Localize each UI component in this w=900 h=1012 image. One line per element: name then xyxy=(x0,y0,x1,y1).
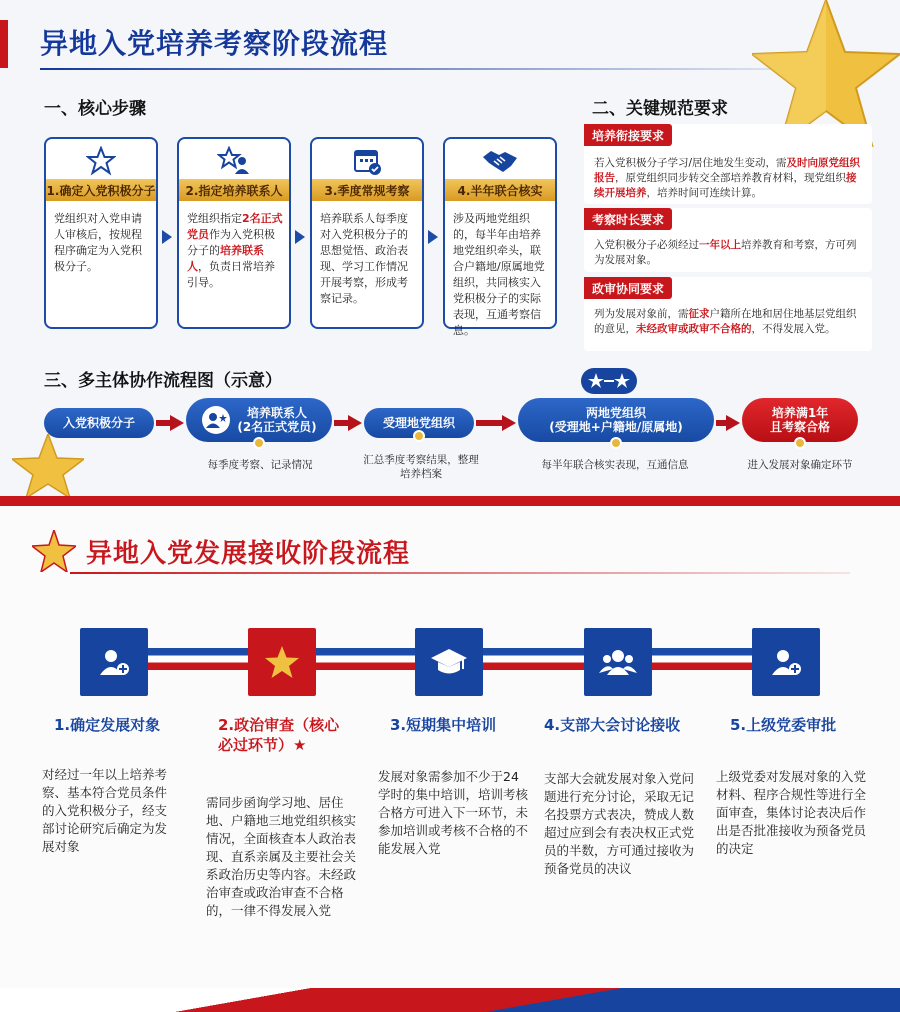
timeline-step-title: 5.上级党委审批 xyxy=(730,716,837,734)
flow-node: 培养满1年 且考察合格 xyxy=(742,398,858,442)
graduation-cap-icon xyxy=(430,646,468,678)
arrow-right-icon xyxy=(348,415,362,431)
core-step-text: 培养联系人每季度对入党积极分子的思想觉悟、政治表现、学习工作情况开展考察，形成考察记录。 xyxy=(320,212,408,305)
title-underline xyxy=(40,68,860,70)
core-step-card xyxy=(310,137,424,329)
star-link-icon xyxy=(580,367,638,395)
gold-star-icon xyxy=(32,530,76,572)
stage1-title: 异地入党培养考察阶段流程 xyxy=(40,27,389,60)
timeline-icon-box xyxy=(415,628,483,696)
timeline-step-text: 支部大会就发展对象入党问题进行充分讨论，采取无记名投票方式表决，赞成人数超过应到会有表决权正式党员的半数，方可通过接收为预备党员的决议 xyxy=(544,771,695,876)
bottom-decor-stripe xyxy=(0,988,900,1012)
gold-star-icon xyxy=(12,434,84,498)
flow-caption: 每半年联合核实表现，互通信息 xyxy=(541,459,689,471)
flow-node: 入党积极分子 xyxy=(44,408,154,438)
flow-caption: 每季度考察、记录情况 xyxy=(207,459,313,471)
timeline-icon-box xyxy=(80,628,148,696)
title-underline xyxy=(70,572,850,574)
star-icon xyxy=(86,146,116,176)
arrow-right-icon xyxy=(170,415,184,431)
core-step-text: 涉及两地党组织的，每半年由培养地党组织牵头，联合户籍地/原属地党组织，共同核实入党积极分子的实际表现，互通考察信息。 xyxy=(453,212,545,337)
flow-caption: 汇总季度考察结果，整理培养档案 xyxy=(363,454,479,480)
timeline-step-title: 1.确定发展对象 xyxy=(54,716,161,734)
star-icon xyxy=(264,645,300,679)
flow-dot xyxy=(413,430,425,442)
core-step-label: 2.指定培养联系人 xyxy=(179,179,289,201)
stage2-section xyxy=(0,506,900,1012)
calendar-check-icon xyxy=(352,146,382,176)
timeline-step-title: 4.支部大会讨论接收 xyxy=(544,716,681,734)
flow-node: 两地党组织 (受理地+户籍地/原属地) xyxy=(518,398,714,442)
timeline-icon-box xyxy=(752,628,820,696)
core-step-label: 4.半年联合核实 xyxy=(445,179,555,201)
section-divider xyxy=(0,496,900,506)
timeline-step-text: 上级党委对发展对象的入党材料、程序合规性等进行全面审查，集体讨论表决后作出是否批准接收为预备党员的决定 xyxy=(716,769,867,856)
core-step-text: 党组织指定2名正式党员作为入党积极分子的培养联系人，负责日常培养引导。 xyxy=(187,212,283,289)
timeline-icon-box xyxy=(248,628,316,696)
contact-star-icon xyxy=(217,146,251,176)
user-add-icon xyxy=(97,645,131,679)
core-step-card xyxy=(443,137,557,337)
core-step-card xyxy=(44,137,158,329)
person-star-icon xyxy=(201,405,231,435)
timeline-step-text: 对经过一年以上培养考察、基本符合党员条件的入党积极分子，经支部讨论研究后确定为发展对象 xyxy=(42,767,168,854)
rule-text: 入党积极分子必须经过一年以上培养教育和考察，方可列为发展对象。 xyxy=(594,239,857,266)
flow-dot xyxy=(253,437,265,449)
flow-heading: 三、多主体协作流程图（示意） xyxy=(44,371,282,391)
arrow-right-icon xyxy=(502,415,516,431)
rule-tag: 培养衔接要求 xyxy=(584,124,672,146)
rule-tag: 政审协同要求 xyxy=(584,277,672,299)
core-step-label: 3.季度常规考察 xyxy=(312,179,422,201)
rule-box xyxy=(584,208,872,272)
flow-node: 培养联系人 (2名正式党员) xyxy=(186,398,332,442)
flow-dot xyxy=(610,437,622,449)
timeline-step-title: 3.短期集中培训 xyxy=(390,716,497,734)
stage2-title: 异地入党发展接收阶段流程 xyxy=(86,539,411,569)
core-step-card xyxy=(177,137,291,329)
flow-node: 受理地党组织 xyxy=(364,408,474,438)
flow-connector xyxy=(156,420,170,426)
rule-text: 若入党积极分子学习/居住地发生变动，需及时向原党组织报告，原党组织同步转交全部培养教育材料，现党组织接续开展培养，培养时间可连续计算。 xyxy=(594,157,861,199)
core-step-text: 党组织对入党申请人审核后，按规程程序确定为入党积极分子。 xyxy=(54,212,142,273)
arrow-right-icon xyxy=(726,415,740,431)
rule-text: 列为发展对象前，需征求户籍所在地和居住地基层党组织的意见，未经政审或政审不合格的，不得发展入党。 xyxy=(594,308,857,335)
rule-box xyxy=(584,124,872,204)
core-steps-heading: 一、核心步骤 xyxy=(44,99,146,119)
rule-box xyxy=(584,277,872,351)
flow-caption: 进入发展对象确定环节 xyxy=(747,459,853,471)
user-add-icon xyxy=(769,645,803,679)
arrow-right-icon xyxy=(428,230,438,244)
flow-connector xyxy=(334,420,348,426)
flow-connector xyxy=(476,420,502,426)
group-icon xyxy=(599,647,637,677)
rules-heading: 二、关键规范要求 xyxy=(592,99,728,119)
arrow-right-icon xyxy=(295,230,305,244)
timeline-icon-box xyxy=(584,628,652,696)
timeline-step-text: 需同步函询学习地、居住地、户籍地三地党组织核实情况，全面核查本人政治表现、直系亲属及主要社会关系政治历史等内容。未经政治审查或政治审查不合格的，一律不得发展入党 xyxy=(206,795,357,918)
rule-tag: 考察时长要求 xyxy=(584,208,672,230)
arrow-right-icon xyxy=(162,230,172,244)
title-accent-bar xyxy=(0,20,8,68)
flow-dot xyxy=(794,437,806,449)
handshake-icon xyxy=(481,147,519,175)
timeline-step-text: 发展对象需参加不少于24学时的集中培训，培训考核合格方可进入下一环节，未参加培训或考核不合格的不能发展入党 xyxy=(378,769,529,856)
timeline-step-title: 2.政治审查（核心必过环节）★ xyxy=(218,716,340,754)
core-step-label: 1.确定入党积极分子 xyxy=(46,179,156,201)
